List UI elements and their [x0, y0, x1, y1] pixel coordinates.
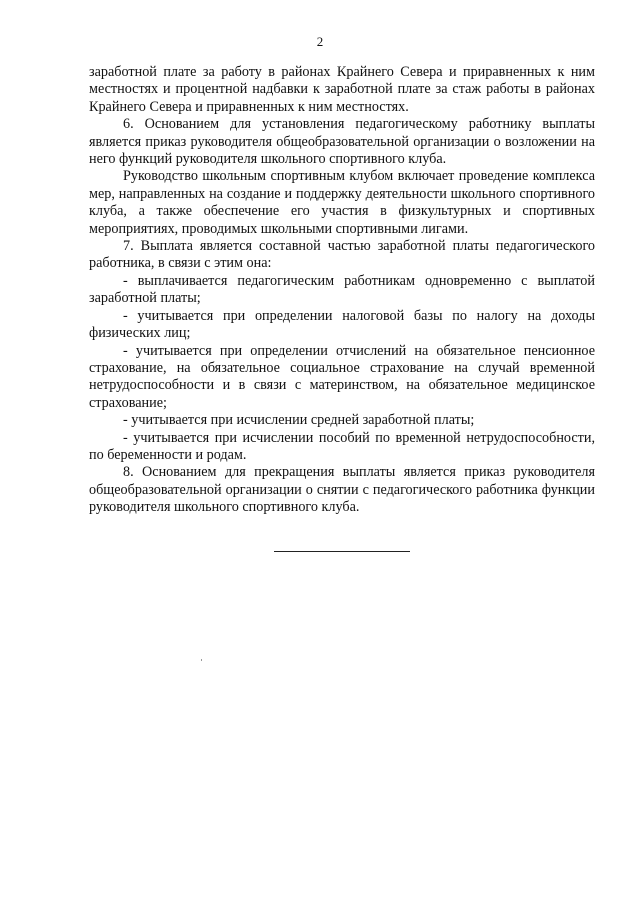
- paragraph-item-7: 7. Выплата является составной частью заработной платы педагогического работника, в связи с этим она:: [89, 238, 595, 272]
- paragraph-club-leadership: Руководство школьным спортивным клубом включает проведение комплекса мер, направленных на создание и поддержку деятельности школьного спортивного клуба, а также обеспечение его участия в физкультурных и спортивных мероприятиях, проводимых школьными спортивными лигами.: [89, 168, 595, 237]
- list-item-temporary-disability: - учитывается при исчислении пособий по временной нетрудоспособности, по беременности и родам.: [89, 429, 595, 463]
- list-item-payment-timing: - выплачивается педагогическим работникам одновременно с выплатой заработной платы;: [89, 272, 595, 307]
- list-item-tax-base: - учитывается при определении налоговой базы по налогу на доходы физических лиц;: [89, 307, 595, 342]
- paragraph-item-8: 8. Основанием для прекращения выплаты является приказ руководителя общеобразовательной организации о снятии с педагогического работника функции руководителя школьного спортивного клуба.: [89, 464, 595, 516]
- list-item-average-salary: - учитывается при исчислении средней заработной платы;: [123, 412, 475, 429]
- scan-artifact: [201, 659, 202, 661]
- page-number: 2: [316, 34, 324, 49]
- document-body: [89, 64, 595, 517]
- paragraph-continuation: заработной плате за работу в районах Крайнего Севера и приравненных к ним местностях и процентной надбавки к заработной плате за стаж работы в районах Крайнего Севера и приравненных к ним местностях.: [89, 64, 595, 115]
- closing-divider-line: [274, 551, 410, 552]
- list-item-insurance-contributions: - учитывается при определении отчислений на обязательное пенсионное страхование, на обязательное социальное страхование на случай временной нетрудоспособности и в связи с материнством, на обязательное медицинское страхование;: [89, 342, 595, 411]
- paragraph-item-6: 6. Основанием для установления педагогическому работнику выплаты является приказ руководителя общеобразовательной организации о возложении на него функций руководителя школьного спортивного клуба.: [89, 116, 595, 168]
